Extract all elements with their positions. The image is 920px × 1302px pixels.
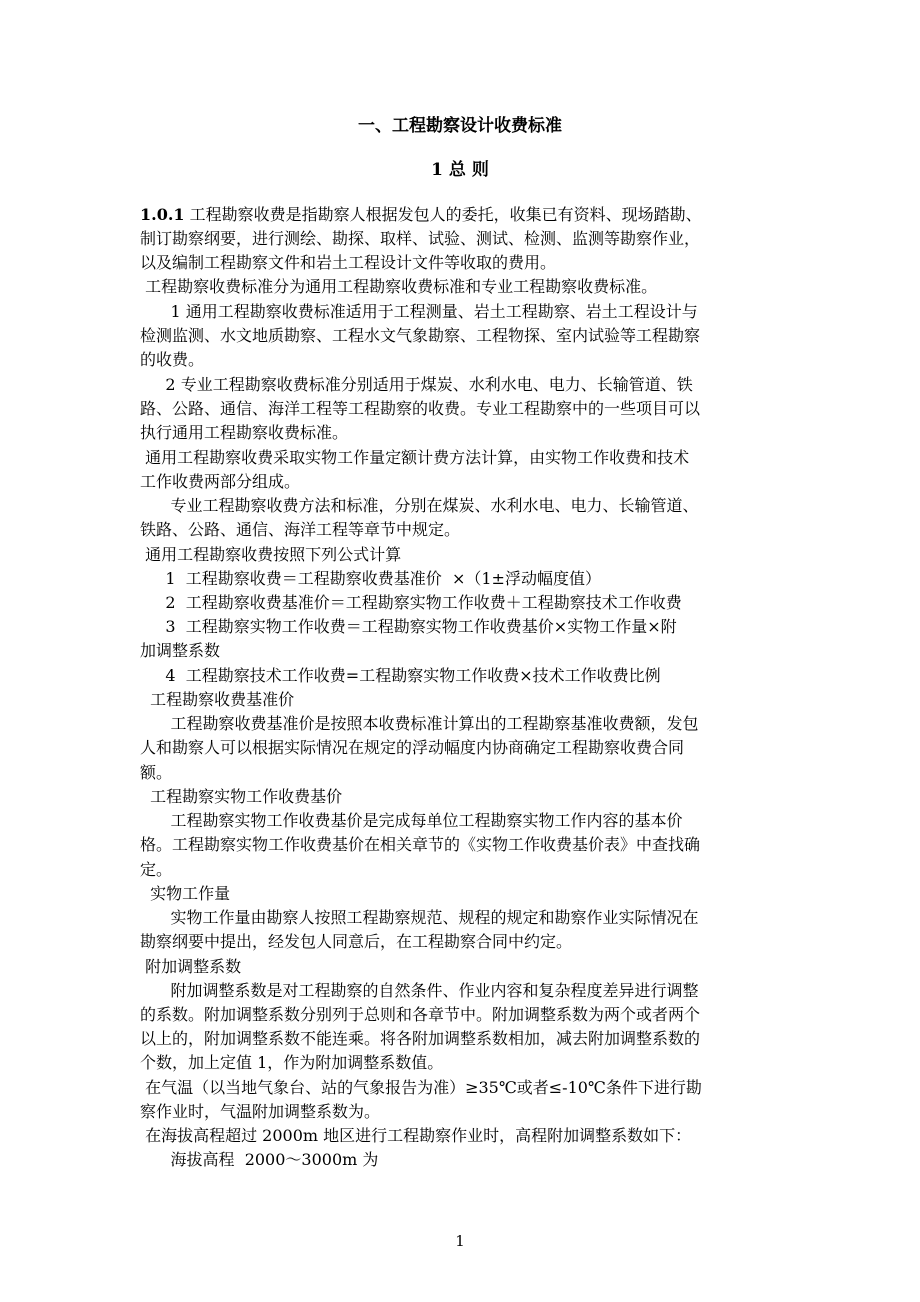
paragraph-line: 的收费。 — [140, 350, 205, 369]
subheading: 实物工作量 — [140, 884, 231, 903]
clause-number: 1.0.1 — [140, 205, 185, 224]
page-number: 1 — [455, 1232, 465, 1250]
paragraph-line: 通用工程勘察收费按照下列公式计算 — [140, 545, 402, 564]
paragraph-line: 2 专业工程勘察收费标准分别适用于煤炭、水利水电、电力、长输管道、铁 — [140, 375, 693, 394]
paragraph-line: 铁路、公路、通信、海洋工程等章节中规定。 — [140, 520, 461, 539]
paragraph-line: 工作收费两部分组成。 — [140, 472, 301, 491]
chapter-heading: 1 总 则 — [431, 160, 489, 180]
paragraph-line: 以上的，附加调整系数不能连乘。将各附加调整系数相加，减去附加调整系数的 — [140, 1029, 701, 1048]
paragraph-line: 执行通用工程勘察收费标准。 — [140, 423, 349, 442]
paragraph-line: 工程勘察收费标准分为通用工程勘察收费标准和专业工程勘察收费标准。 — [140, 277, 658, 296]
paragraph-line: 人和勘察人可以根据实际情况在规定的浮动幅度内协商确定工程勘察收费合同 — [140, 738, 685, 757]
paragraph-line: 通用工程勘察收费采取实物工作量定额计费方法计算，由实物工作收费和技术 — [140, 448, 690, 467]
paragraph-line: 工程勘察实物工作收费基价是完成每单位工程勘察实物工作内容的基本价 — [140, 811, 683, 830]
paragraph-line: 格。工程勘察实物工作收费基价在相关章节的《实物工作收费基价表》中查找确 — [140, 835, 701, 854]
paragraph-line: 附加调整系数是对工程勘察的自然条件、作业内容和复杂程度差异进行调整 — [140, 981, 699, 1000]
formula-line: 4 工程勘察技术工作收费=工程勘察实物工作收费×技术工作收费比例 — [140, 666, 661, 685]
paragraph-line: 检测监测、水文地质勘察、工程水文气象勘察、工程物探、室内试验等工程勘察 — [140, 326, 701, 345]
paragraph-line: 察作业时，气温附加调整系数为。 — [140, 1102, 381, 1121]
paragraph-line: 路、公路、通信、海洋工程等工程勘察的收费。专业工程勘察中的一些项目可以 — [140, 399, 701, 418]
subheading: 工程勘察实物工作收费基价 — [140, 787, 343, 806]
paragraph-line: 勘察纲要中提出，经发包人同意后，在工程勘察合同中约定。 — [140, 932, 573, 951]
paragraph-line: 以及编制工程勘察文件和岩土工程设计文件等收取的费用。 — [140, 253, 557, 272]
paragraph-line: 制订勘察纲要，进行测绘、勘探、取样、试验、测试、检测、监测等勘察作业， — [140, 229, 701, 248]
paragraph-line: 定。 — [140, 860, 173, 879]
paragraph-line: 的系数。附加调整系数分别列于总则和各章节中。附加调整系数为两个或者两个 — [140, 1005, 701, 1024]
paragraph-line: 1.0.1 工程勘察收费是指勘察人根据发包人的委托，收集已有资料、现场踏勘、 — [140, 205, 702, 224]
paragraph-line: 在海拔高程超过 2000m 地区进行工程勘察作业时，高程附加调整系数如下： — [140, 1126, 692, 1145]
document-title: 一、工程勘察设计收费标准 — [358, 116, 562, 136]
paragraph-line: 实物工作量由勘察人按照工程勘察规范、规程的规定和勘察作业实际情况在 — [140, 908, 699, 927]
subheading: 工程勘察收费基准价 — [140, 690, 295, 709]
formula-line: 2 工程勘察收费基准价＝工程勘察实物工作收费＋工程勘察技术工作收费 — [140, 593, 682, 612]
paragraph-line: 额。 — [140, 763, 173, 782]
formula-line: 1 工程勘察收费＝工程勘察收费基准价 ×（1±浮动幅度值） — [140, 569, 601, 588]
subheading: 附加调整系数 — [140, 957, 242, 976]
formula-line: 加调整系数 — [140, 641, 221, 660]
paragraph-line: 海拔高程 2000～3000m 为 — [140, 1150, 379, 1169]
formula-line: 3 工程勘察实物工作收费＝工程勘察实物工作收费基价×实物工作量×附 — [140, 617, 677, 636]
paragraph-line: 专业工程勘察收费方法和标准，分别在煤炭、水利水电、电力、长输管道、 — [140, 496, 699, 515]
paragraph-line: 个数，加上定值 1，作为附加调整系数值。 — [140, 1053, 444, 1072]
paragraph-line: 1 通用工程勘察收费标准适用于工程测量、岩土工程勘察、岩土工程设计与 — [140, 302, 698, 321]
paragraph-line: 工程勘察收费基准价是按照本收费标准计算出的工程勘察基准收费额，发包 — [140, 714, 699, 733]
paragraph-line: 在气温（以当地气象台、站的气象报告为准）≥35℃或者≤-10℃条件下进行勘 — [140, 1078, 702, 1097]
